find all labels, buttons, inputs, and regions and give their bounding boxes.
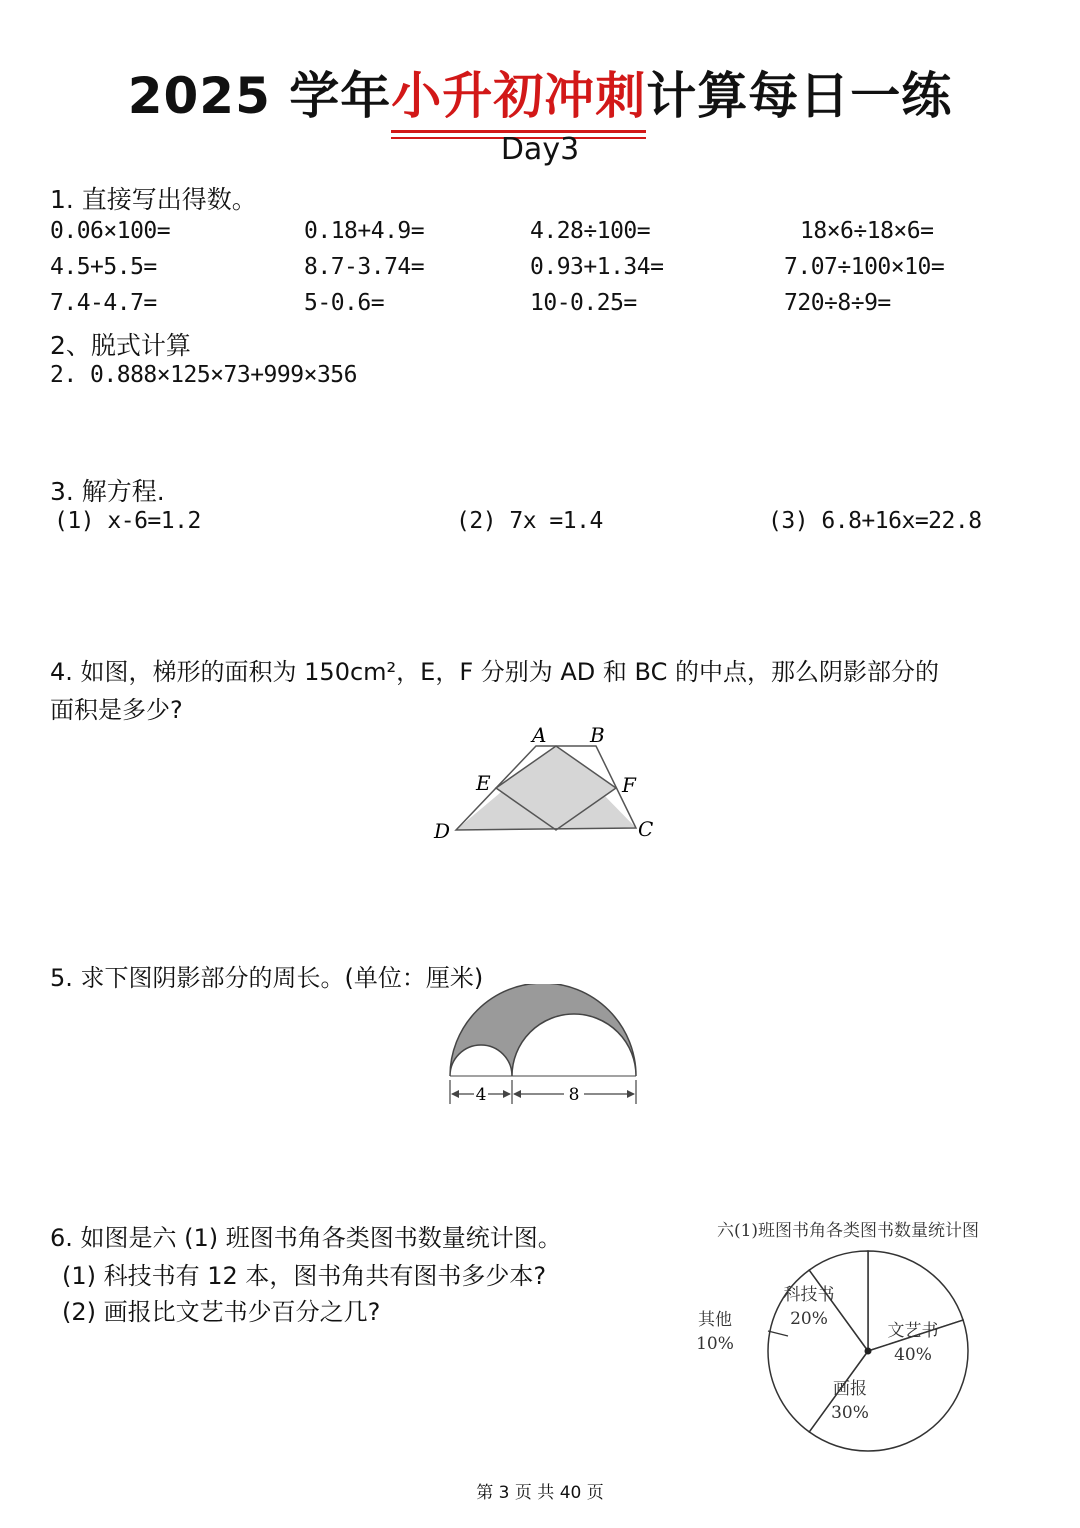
q3-item-3: (3) 6.8+16x=22.8 — [768, 508, 982, 534]
q1-r2-c4: 7.07÷100×10= — [784, 254, 945, 280]
pie-chart — [688, 1214, 1018, 1454]
trapezoid-figure — [420, 720, 670, 850]
pie-chart-title: 六(1)班图书角各类图书数量统计图 — [716, 1221, 980, 1241]
slice-label-huabao: 30% — [831, 1403, 869, 1423]
q4-text-line2: 面积是多少? — [50, 696, 183, 724]
q6-sub-2: (2) 画报比文艺书少百分之几? — [62, 1298, 381, 1326]
dim-label-small: 4 — [475, 1085, 487, 1105]
slice-label-wenyishu: 40% — [894, 1345, 932, 1365]
slice-name-kejishu: 科技书 — [783, 1285, 835, 1305]
label-f: F — [622, 773, 636, 797]
q4-text-line1: 4. 如图，梯形的面积为 150cm²，E，F 分别为 AD 和 BC 的中点，那么阴影部分的 — [50, 658, 939, 686]
q1-r1-c4: 18×6÷18×6= — [800, 218, 934, 244]
label-e: E — [476, 771, 491, 795]
q1-r1-c3: 4.28÷100= — [530, 218, 651, 244]
q3-item-2: (2) 7x =1.4 — [456, 508, 603, 534]
page-title — [0, 56, 1080, 128]
slice-label-kejishu: 20% — [790, 1309, 828, 1329]
q6-sub-1: (1) 科技书有 12 本，图书角共有图书多少本? — [62, 1262, 547, 1290]
shaded-semicircle-region — [450, 984, 636, 1076]
q1-r3-c4: 720÷8÷9= — [784, 290, 891, 316]
page-footer: 第 3 页 共 40 页 — [476, 1483, 604, 1503]
q1-r3-c1: 7.4-4.7= — [50, 290, 157, 316]
title-prefix: 2025 学年 — [127, 67, 392, 125]
pie-center-dot — [865, 1348, 872, 1355]
arrow-2 — [503, 1090, 511, 1098]
q6-heading: 6. 如图是六 (1) 班图书角各类图书数量统计图。 — [50, 1224, 562, 1252]
slice-name-huabao: 画报 — [833, 1379, 867, 1399]
q3-item-1: (1) x-6=1.2 — [54, 508, 201, 534]
arrow-4 — [627, 1090, 635, 1098]
arrow-1 — [451, 1090, 459, 1098]
label-a: A — [532, 723, 547, 747]
q2-problem: 2. 0.888×125×73+999×356 — [50, 362, 357, 388]
q2-heading: 2、脱式计算 — [50, 331, 191, 360]
dim-label-large: 8 — [568, 1085, 580, 1105]
label-b: B — [590, 723, 605, 747]
slice-label-qita: 10% — [696, 1334, 734, 1354]
title-suffix: 计算每日一练 — [646, 67, 953, 125]
slice-name-qita: 其他 — [698, 1310, 732, 1330]
arrow-3 — [513, 1090, 521, 1098]
q1-r2-c1: 4.5+5.5= — [50, 254, 157, 280]
label-d: D — [434, 819, 451, 843]
q1-r3-c3: 10-0.25= — [530, 290, 637, 316]
page-subtitle: Day3 — [500, 132, 580, 167]
title-highlight: 小升初冲刺 — [391, 67, 646, 125]
q1-r2-c2: 8.7-3.74= — [304, 254, 425, 280]
q1-r3-c2: 5-0.6= — [304, 290, 385, 316]
q3-heading: 3. 解方程. — [50, 477, 165, 506]
q1-r1-c2: 0.18+4.9= — [304, 218, 425, 244]
q1-r1-c1: 0.06×100= — [50, 218, 171, 244]
q1-r2-c3: 0.93+1.34= — [530, 254, 664, 280]
semicircle-figure — [440, 984, 650, 1108]
label-c: C — [638, 817, 654, 841]
q1-heading: 1. 直接写出得数。 — [50, 185, 257, 214]
q5-text: 5. 求下图阴影部分的周长。(单位：厘米) — [50, 964, 484, 992]
slice-name-wenyishu: 文艺书 — [887, 1321, 939, 1341]
